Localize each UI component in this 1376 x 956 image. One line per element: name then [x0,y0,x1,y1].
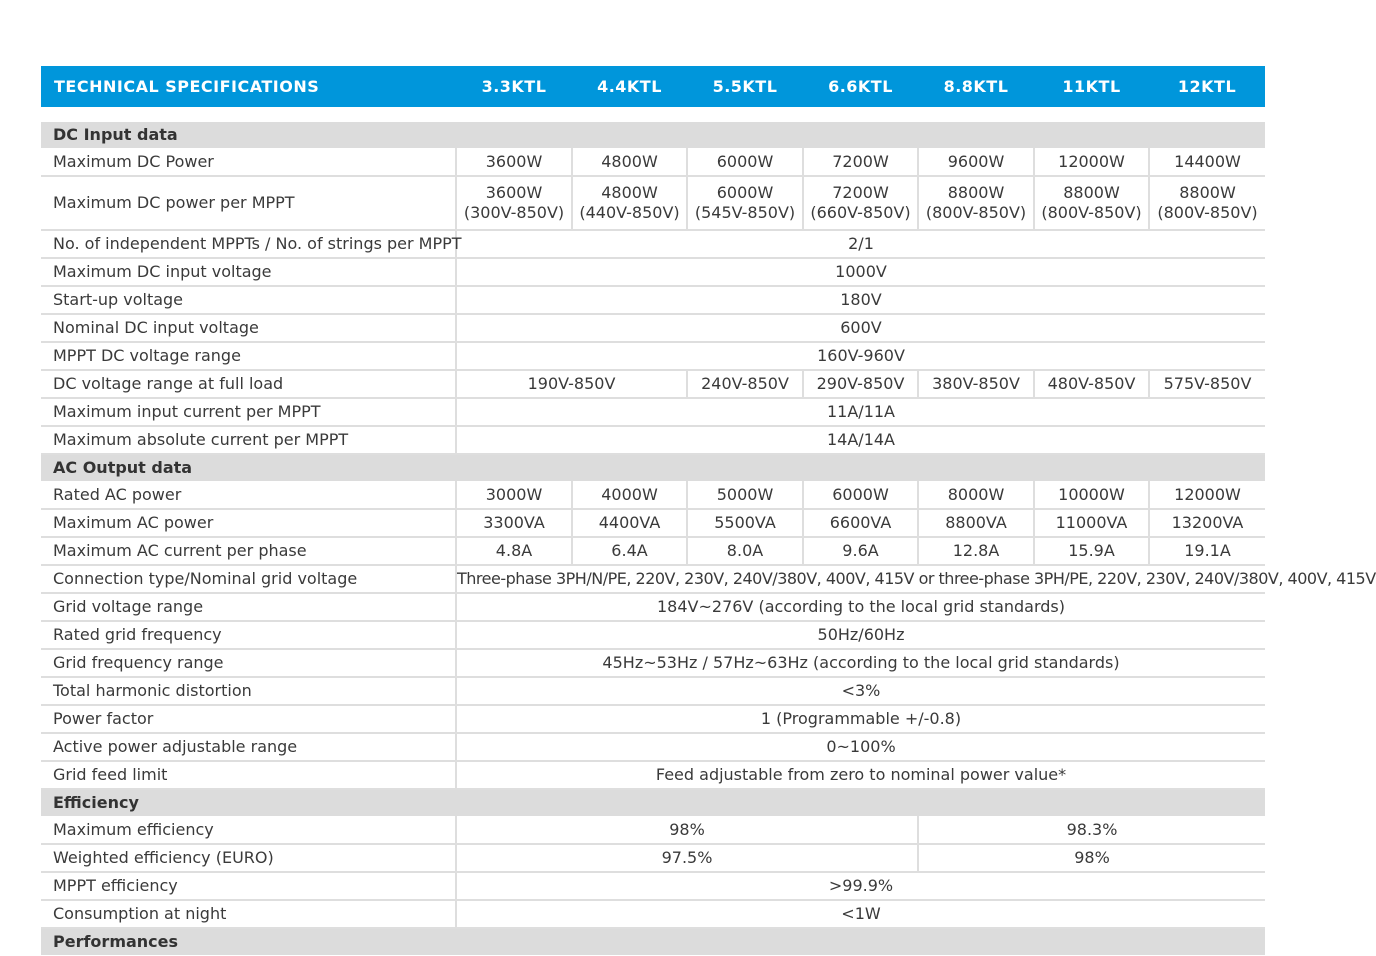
cell-value: 240V-850V [687,370,803,398]
row-label: Grid frequency range [41,649,456,677]
row-label: Maximum DC Power [41,149,456,177]
cell-value: 15.9A [1034,537,1149,565]
row-label: Start-up voltage [41,286,456,314]
model-header: 3.3KTL [456,66,572,107]
cell-value: 4800W [572,149,687,177]
row-label: Power factor [41,705,456,733]
table-row [41,149,1265,177]
cell-value [803,176,918,230]
cell-value: 19.1A [1149,537,1265,565]
section-title: Efficiency [41,789,1265,817]
cell-value: 5000W [687,482,803,510]
cell-value: 10000W [1034,482,1149,510]
cell-value: 290V-850V [803,370,918,398]
cell-value [687,176,803,230]
cell-value: 3600W [456,149,572,177]
cell-value: 50Hz/60Hz [456,621,1265,649]
cell-value [572,176,687,230]
row-label: Grid voltage range [41,593,456,621]
power-value: 8800W [1063,183,1120,202]
cell-value: 9.6A [803,537,918,565]
row-label: Total harmonic distortion [41,677,456,705]
table-row [41,872,1265,900]
cell-value: 1000V [456,258,1265,286]
row-label: Grid feed limit [41,761,456,789]
table-row [41,370,1265,398]
row-label: MPPT efficiency [41,872,456,900]
cell-value: 12000W [1034,149,1149,177]
cell-value: 160V-960V [456,342,1265,370]
cell-value: 14A/14A [456,426,1265,454]
table-row [41,733,1265,761]
table-row [41,537,1265,565]
table-row [41,593,1265,621]
cell-value [456,176,572,230]
model-header: 6.6KTL [803,66,918,107]
voltage-range: (800V-850V) [1041,203,1142,222]
cell-value: <3% [456,677,1265,705]
model-header: 8.8KTL [918,66,1034,107]
voltage-range: (300V-850V) [463,203,565,222]
cell-value: <1W [456,900,1265,928]
cell-value: 12.8A [918,537,1034,565]
row-label: Active power adjustable range [41,733,456,761]
cell-value: 1 (Programmable +/-0.8) [456,705,1265,733]
model-header: 12KTL [1149,66,1265,107]
cell-value: 3000W [456,482,572,510]
table-row [41,900,1265,928]
power-value: 7200W [832,183,889,202]
table-row [41,258,1265,286]
row-label: Connection type/Nominal grid voltage [41,565,456,593]
cell-value: 190V-850V [456,370,687,398]
cell-value: 6.4A [572,537,687,565]
cell-value: 180V [456,286,1265,314]
table-row [41,342,1265,370]
cell-value: 184V~276V (according to the local grid standards) [456,593,1265,621]
cell-value: 13200VA [1149,509,1265,537]
row-label: Maximum input current per MPPT [41,398,456,426]
section-title: AC Output data [41,454,1265,482]
row-label: Rated AC power [41,482,456,510]
row-label: Maximum absolute current per MPPT [41,426,456,454]
model-header: 4.4KTL [572,66,687,107]
table-row [41,844,1265,872]
row-label: No. of independent MPPTs / No. of strings per MPPT [41,230,456,258]
section-title: DC Input data [41,122,1265,149]
row-label: DC voltage range at full load [41,370,456,398]
row-label: Maximum AC current per phase [41,537,456,565]
voltage-range: (800V-850V) [1157,203,1258,222]
row-label: Maximum efficiency [41,817,456,845]
table-row [41,176,1265,230]
cell-value: 98% [456,817,918,845]
table-title: TECHNICAL SPECIFICATIONS [41,66,456,107]
spacer [41,107,1265,122]
cell-value: 6600VA [803,509,918,537]
cell-value: 8800VA [918,509,1034,537]
cell-value: 4000W [572,482,687,510]
table-row [41,705,1265,733]
cell-value: 11A/11A [456,398,1265,426]
table-row [41,286,1265,314]
cell-value: 45Hz~53Hz / 57Hz~63Hz (according to the local grid standards) [456,649,1265,677]
row-label: Rated grid frequency [41,621,456,649]
section-title: Performances [41,928,1265,956]
voltage-range: (545V-850V) [694,203,796,222]
cell-value: 0~100% [456,733,1265,761]
power-value: 6000W [716,183,774,202]
table-row [41,314,1265,342]
cell-value: 14400W [1149,149,1265,177]
cell-value: >99.9% [456,872,1265,900]
table-row [41,817,1265,845]
cell-value: 6000W [803,482,918,510]
row-label: Maximum AC power [41,509,456,537]
row-label: Maximum DC power per MPPT [41,176,456,230]
cell-value: 4400VA [572,509,687,537]
cell-value: 4.8A [456,537,572,565]
table-row [41,482,1265,510]
power-value: 8800W [1179,183,1236,202]
power-value: 8800W [947,183,1005,202]
cell-value [1034,176,1149,230]
cell-value [918,176,1034,230]
model-header: 5.5KTL [687,66,803,107]
cell-value [1149,176,1265,230]
table-row [41,565,1265,593]
cell-value: 9600W [918,149,1034,177]
table-row [41,677,1265,705]
row-label: Weighted efficiency (EURO) [41,844,456,872]
spec-table [41,66,1376,956]
cell-value: 3300VA [456,509,572,537]
table-row [41,426,1265,454]
row-label: MPPT DC voltage range [41,342,456,370]
cell-value: 575V-850V [1149,370,1265,398]
cell-value: 8000W [918,482,1034,510]
cell-value: Three-phase 3PH/N/PE, 220V, 230V, 240V/380V, 400V, 415V or three-phase 3PH/PE, 220V, 230V, 240V/380V, 400V, 415V [456,565,1265,593]
voltage-range: (440V-850V) [579,203,680,222]
table-row [41,230,1265,258]
cell-value: 480V-850V [1034,370,1149,398]
cell-value: 8.0A [687,537,803,565]
power-value: 4800W [601,183,658,202]
cell-value: 380V-850V [918,370,1034,398]
cell-value: 98.3% [918,817,1265,845]
table-row [41,761,1265,789]
model-header: 11KTL [1034,66,1149,107]
voltage-range: (800V-850V) [925,203,1027,222]
header-row [41,66,1265,107]
voltage-range: (660V-850V) [810,203,911,222]
cell-value: 11000VA [1034,509,1149,537]
table-row [41,398,1265,426]
power-value: 3600W [485,183,543,202]
table-row [41,509,1265,537]
cell-value: Feed adjustable from zero to nominal power value* [456,761,1265,789]
cell-value: 6000W [687,149,803,177]
cell-value: 97.5% [456,844,918,872]
table-row [41,649,1265,677]
row-label: Nominal DC input voltage [41,314,456,342]
cell-value: 12000W [1149,482,1265,510]
row-label: Maximum DC input voltage [41,258,456,286]
row-label: Consumption at night [41,900,456,928]
cell-value: 2/1 [456,230,1265,258]
cell-value: 600V [456,314,1265,342]
table-row [41,621,1265,649]
cell-value: 5500VA [687,509,803,537]
cell-value: 7200W [803,149,918,177]
cell-value: 98% [918,844,1265,872]
